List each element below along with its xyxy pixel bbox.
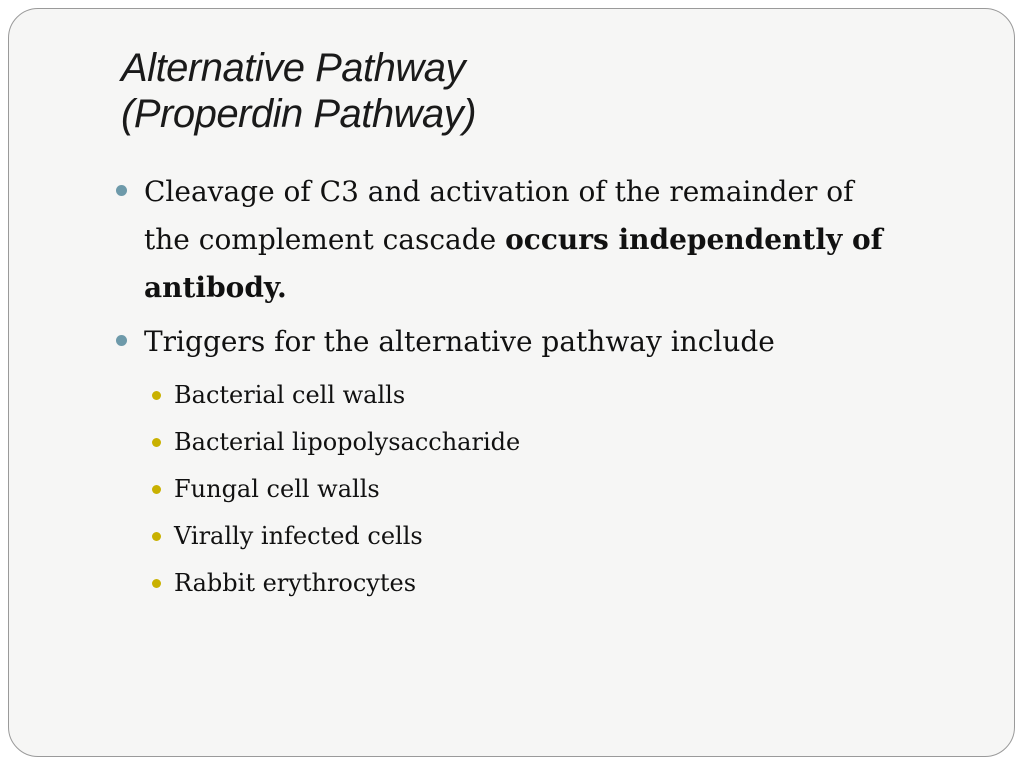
bullet-dot-icon: [116, 335, 127, 346]
bullet-item-triggers: [112, 318, 892, 366]
sub-bullet-text: Virally infected cells: [174, 522, 423, 550]
title-line-1: Alternative Pathway: [121, 46, 466, 90]
sub-bullet-dot-icon: [152, 579, 161, 588]
sub-bullet-dot-icon: [152, 485, 161, 494]
sub-bullet-text: Fungal cell walls: [174, 475, 380, 503]
sub-bullet-item: [174, 513, 892, 560]
sub-bullet-text: Bacterial lipopolysaccharide: [174, 428, 521, 456]
sub-bullet-item: [174, 419, 892, 466]
sub-bullet-item: [174, 560, 892, 607]
sub-bullet-dot-icon: [152, 391, 161, 400]
trigger-sublist: [112, 372, 892, 607]
title-line-2: (Properdin Pathway): [121, 92, 477, 136]
sub-bullet-dot-icon: [152, 532, 161, 541]
sub-bullet-dot-icon: [152, 438, 161, 447]
bullet-text: Triggers for the alternative pathway include: [144, 325, 775, 358]
bullet-dot-icon: [116, 185, 127, 196]
sub-bullet-text: Bacterial cell walls: [174, 381, 406, 409]
bullet-item-cleavage: [112, 168, 892, 312]
slide-body: [112, 168, 892, 607]
bullet-text: Cleavage of C3 and activation of the remainder of the complement cascade: [144, 175, 854, 256]
sub-bullet-text: Rabbit erythrocytes: [174, 569, 417, 597]
sub-bullet-item: [174, 466, 892, 513]
bullet-bold-text: occurs independently of antibody.: [144, 223, 883, 304]
slide-title: [121, 45, 476, 137]
sub-bullet-item: [174, 372, 892, 419]
